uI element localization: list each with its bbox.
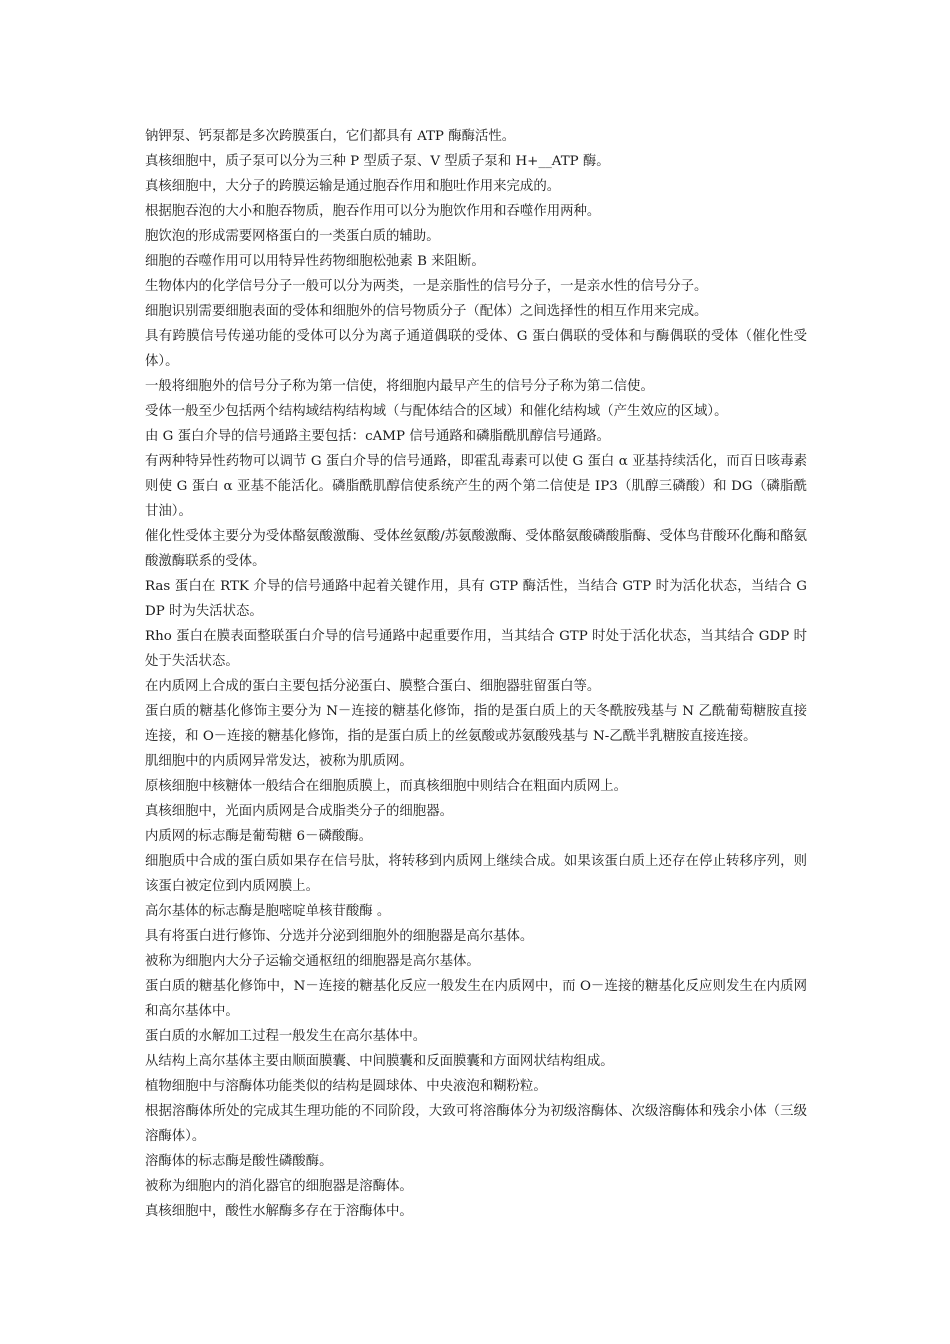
paragraph-29: 从结构上高尔基体主要由顺面膜囊、中间膜囊和反面膜囊和方面网状结构组成。	[145, 1054, 614, 1069]
paragraph-16: Rho 蛋白在膜表面整联蛋白介导的信号通路中起重要作用，当其结合 GTP 时处于活化状态，当其结合 GDP 时处于失活状态。	[145, 629, 807, 669]
paragraph-26: 被称为细胞内大分子运输交通枢纽的细胞器是高尔基体。	[145, 954, 480, 969]
paragraph-1: 钠钾泵、钙泵都是多次跨膜蛋白，它们都具有 ATP 酶酶活性。	[145, 129, 516, 144]
paragraph-8: 细胞识别需要细胞表面的受体和细胞外的信号物质分子（配体）之间选择性的相互作用来完成。	[145, 304, 708, 319]
paragraph-14: 催化性受体主要分为受体酪氨酸激酶、受体丝氨酸/苏氨酸激酶、受体酪氨酸磷酸脂酶、受体鸟苷酸环化酶和酪氨酸激酶联系的受体。	[145, 529, 807, 569]
paragraph-9: 具有跨膜信号传递功能的受体可以分为离子通道偶联的受体、G 蛋白偶联的受体和与酶偶联的受体（催化性受体）。	[145, 329, 807, 369]
paragraph-15: Ras 蛋白在 RTK 介导的信号通路中起着关键作用，具有 GTP 酶活性，当结合 GTP 时为活化状态，当结合 GDP 时为失活状态。	[145, 579, 807, 619]
paragraph-7: 生物体内的化学信号分子一般可以分为两类，一是亲脂性的信号分子，一是亲水性的信号分子。	[145, 279, 708, 294]
paragraph-27: 蛋白质的糖基化修饰中，N－连接的糖基化反应一般发生在内质网中，而 O－连接的糖基化反应则发生在内质网和高尔基体中。	[145, 979, 807, 1019]
paragraph-31: 根据溶酶体所处的完成其生理功能的不同阶段，大致可将溶酶体分为初级溶酶体、次级溶酶体和残余小体（三级溶酶体）。	[145, 1104, 807, 1144]
paragraph-20: 原核细胞中核糖体一般结合在细胞质膜上，而真核细胞中则结合在粗面内质网上。	[145, 779, 628, 794]
paragraph-21: 真核细胞中，光面内质网是合成脂类分子的细胞器。	[145, 804, 453, 819]
paragraph-5: 胞饮泡的形成需要网格蛋白的一类蛋白质的辅助。	[145, 229, 440, 244]
paragraph-11: 受体一般至少包括两个结构域结构结构域（与配体结合的区域）和催化结构域（产生效应的区域）。	[145, 404, 728, 419]
paragraph-28: 蛋白质的水解加工过程一般发生在高尔基体中。	[145, 1029, 427, 1044]
paragraph-18: 蛋白质的糖基化修饰主要分为 N－连接的糖基化修饰，指的是蛋白质上的天冬酰胺残基与 N 乙酰葡萄糖胺直接连接，和 O－连接的糖基化修饰，指的是蛋白质上的丝氨酸或苏氨酸残基与 N-乙酰半乳糖胺直接连接。	[145, 704, 807, 744]
document-body	[145, 124, 807, 1224]
paragraph-30: 植物细胞中与溶酶体功能类似的结构是圆球体、中央液泡和糊粉粒。	[145, 1079, 547, 1094]
paragraph-17: 在内质网上合成的蛋白主要包括分泌蛋白、膜整合蛋白、细胞器驻留蛋白等。	[145, 679, 601, 694]
paragraph-2: 真核细胞中，质子泵可以分为三种 P 型质子泵、V 型质子泵和 H+__ATP 酶。	[145, 154, 610, 169]
paragraph-33: 被称为细胞内的消化器官的细胞器是溶酶体。	[145, 1179, 413, 1194]
paragraph-23: 细胞质中合成的蛋白质如果存在信号肽，将转移到内质网上继续合成。如果该蛋白质上还存在停止转移序列，则该蛋白被定位到内质网膜上。	[145, 854, 807, 894]
paragraph-12: 由 G 蛋白介导的信号通路主要包括：cAMP 信号通路和磷脂酰肌醇信号通路。	[145, 429, 611, 444]
paragraph-25: 具有将蛋白进行修饰、分选并分泌到细胞外的细胞器是高尔基体。	[145, 929, 534, 944]
paragraph-4: 根据胞吞泡的大小和胞吞物质，胞吞作用可以分为胞饮作用和吞噬作用两种。	[145, 204, 601, 219]
paragraph-24: 高尔基体的标志酶是胞嘧啶单核苷酸酶 。	[145, 904, 391, 919]
paragraph-10: 一般将细胞外的信号分子称为第一信使，将细胞内最早产生的信号分子称为第二信使。	[145, 379, 654, 394]
paragraph-34: 真核细胞中，酸性水解酶多存在于溶酶体中。	[145, 1204, 413, 1219]
paragraph-3: 真核细胞中，大分子的跨膜运输是通过胞吞作用和胞吐作用来完成的。	[145, 179, 561, 194]
paragraph-32: 溶酶体的标志酶是酸性磷酸酶。	[145, 1154, 333, 1169]
paragraph-22: 内质网的标志酶是葡萄糖 6－磷酸酶。	[145, 829, 373, 844]
paragraph-13: 有两种特异性药物可以调节 G 蛋白介导的信号通路，即霍乱毒素可以使 G 蛋白 α 亚基持续活化，而百日咳毒素则使 G 蛋白 α 亚基不能活化。磷脂酰肌醇信使系统产生的两个第二信使是 IP3（肌醇三磷酸）和 DG（磷脂酰甘油）。	[145, 454, 807, 519]
paragraph-6: 细胞的吞噬作用可以用特异性药物细胞松弛素 B 来阻断。	[145, 254, 485, 269]
paragraph-19: 肌细胞中的内质网异常发达，被称为肌质网。	[145, 754, 413, 769]
